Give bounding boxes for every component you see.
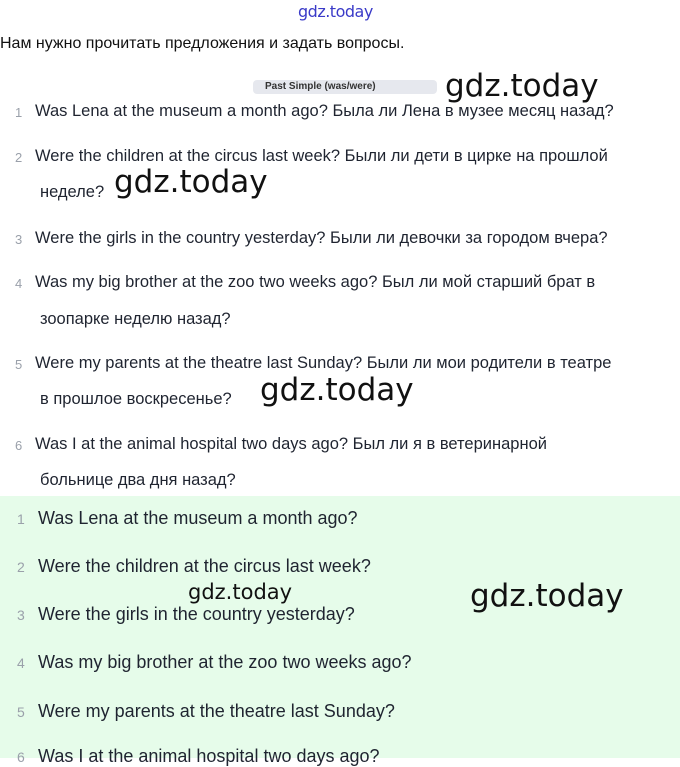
answer-number: 6 (17, 749, 25, 765)
watermark-top: gdz.today (298, 2, 373, 21)
grammar-tag: Past Simple (was/were) (253, 80, 437, 94)
sentence-line: Were my parents at the theatre last Sunday? Были ли мои родители в театре (35, 354, 612, 372)
answer-number: 4 (17, 655, 25, 671)
watermark: gdz.today (114, 164, 268, 200)
answer-text: Were my parents at the theatre last Sunday? (38, 701, 395, 721)
sentence-line: Were the children at the circus last week? Были ли дети в цирке на прошлой (35, 147, 608, 165)
watermark: gdz.today (445, 68, 599, 104)
answer-text: Was my big brother at the zoo two weeks ago? (38, 652, 412, 672)
answer-text: Was Lena at the museum a month ago? (38, 508, 358, 528)
sentence-number: 1 (15, 105, 23, 120)
answer-number: 1 (17, 511, 25, 527)
sentence-number: 3 (15, 232, 23, 247)
watermark: gdz.today (188, 580, 293, 604)
watermark: gdz.today (260, 372, 414, 408)
sentence-line: Was I at the animal hospital two days ago? Был ли я в ветеринарной (35, 435, 547, 453)
sentence-line: Were the girls in the country yesterday? Были ли девочки за городом вчера? (35, 229, 608, 247)
sentence-line-continued: неделе? (40, 183, 105, 201)
answer-text: Were the girls in the country yesterday? (38, 604, 355, 624)
answer-text: Was I at the animal hospital two days ago? (38, 746, 380, 766)
sentence-number: 4 (15, 276, 23, 291)
answers-panel (0, 496, 680, 766)
sentence-line: Was my big brother at the zoo two weeks ago? Был ли мой старший брат в (35, 273, 596, 291)
sentence-line-continued: в прошлое воскресенье? (40, 390, 232, 408)
sentence-number: 2 (15, 150, 23, 165)
sentence-line: Was Lena at the museum a month ago? Была ли Лена в музее месяц назад? (35, 102, 614, 120)
intro-text: Нам нужно прочитать предложения и задать вопросы. (0, 35, 405, 52)
sentence-line-continued: больнице два дня назад? (40, 471, 236, 489)
watermark: gdz.today (470, 578, 624, 614)
answer-number: 3 (17, 607, 25, 623)
answer-text: Were the children at the circus last week? (38, 556, 371, 576)
sentence-number: 5 (15, 357, 23, 372)
answer-number: 5 (17, 704, 25, 720)
answer-number: 2 (17, 559, 25, 575)
sentence-line-continued: зоопарке неделю назад? (40, 310, 231, 328)
sentence-number: 6 (15, 438, 23, 453)
